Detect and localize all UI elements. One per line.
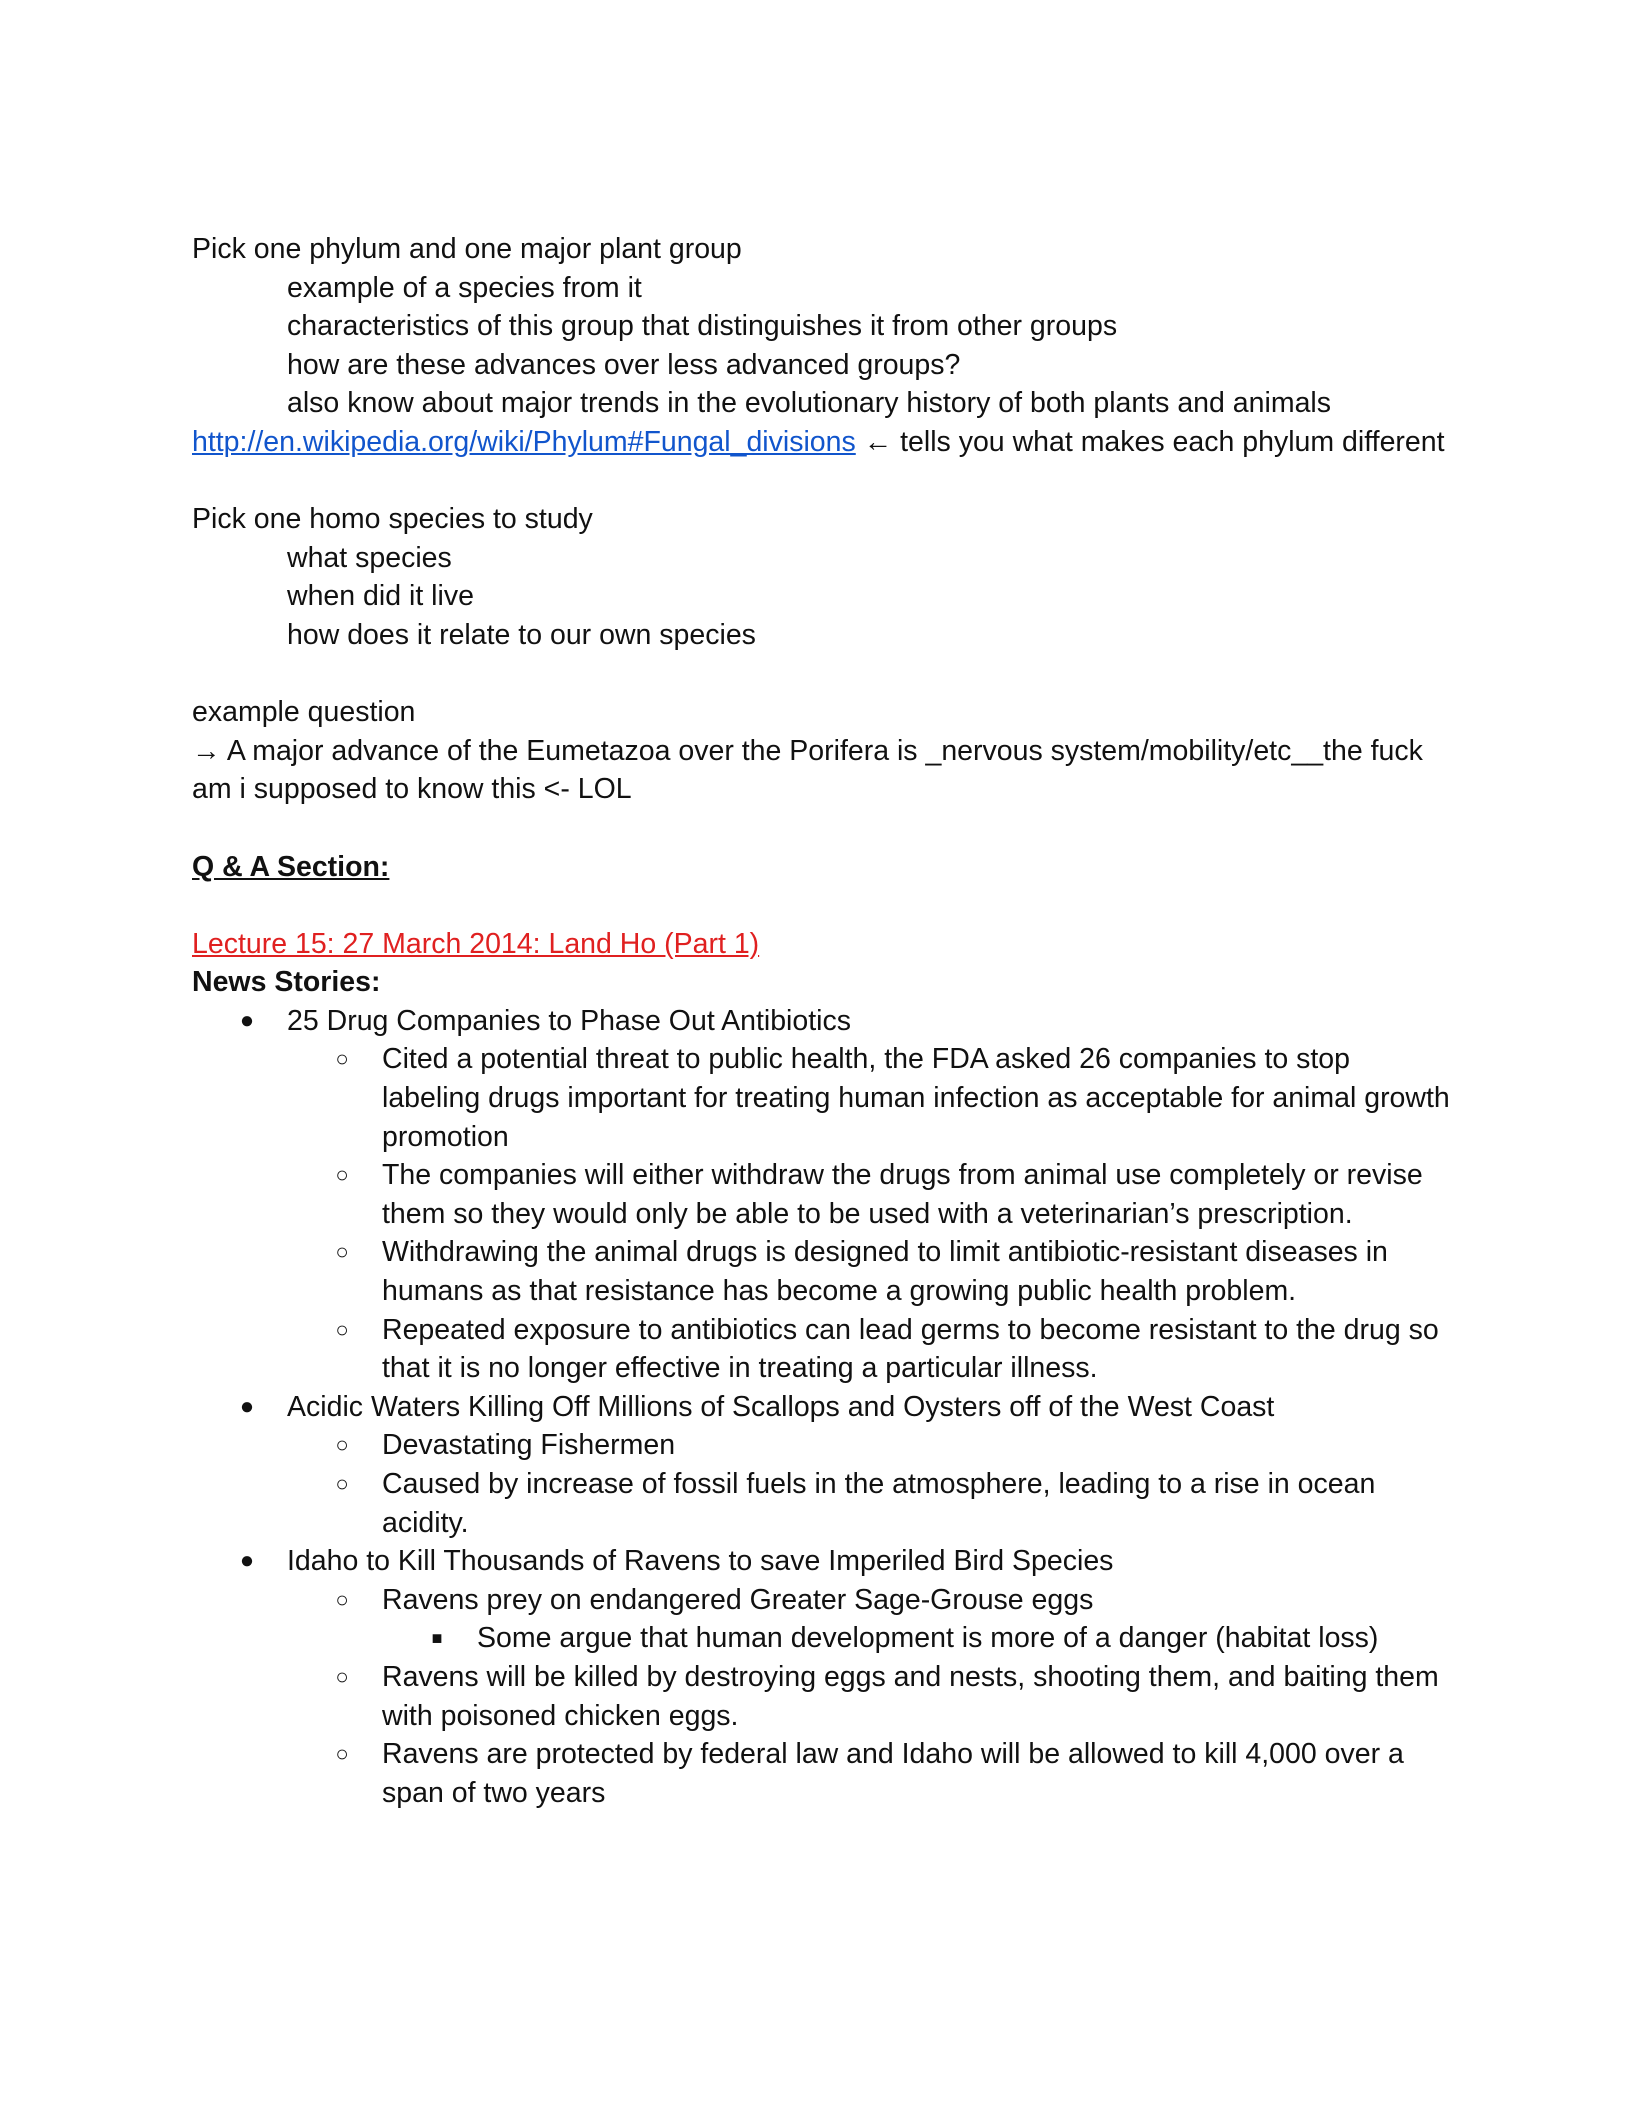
story-point (287, 1156, 1452, 1233)
circle-marker: ○ (335, 1046, 349, 1072)
story-point (287, 1233, 1452, 1310)
circle-marker: ○ (335, 1741, 349, 1767)
phylum-item: also know about major trends in the evolutionary history of both plants and animals (287, 387, 1332, 420)
story-point-text: The companies will either withdraw the drugs from animal use completely or revise them so they would only be able to be used with a veterinarian’s prescription. (382, 1159, 1423, 1230)
spacer (192, 462, 1452, 501)
bullet-marker: ● (239, 1547, 255, 1575)
circle-marker: ○ (335, 1316, 349, 1342)
story-points (287, 1581, 1452, 1813)
story-points (287, 1426, 1452, 1542)
story-points (287, 1040, 1452, 1387)
bullet-marker: ● (239, 1392, 255, 1420)
story-subpoint (382, 1619, 1452, 1658)
phylum-item: how are these advances over less advanced groups? (287, 348, 961, 381)
homo-item: what species (287, 541, 452, 574)
story-point-text: Devastating Fishermen (382, 1429, 676, 1462)
phylum-link-line (192, 423, 1452, 462)
news-story (192, 1388, 1452, 1542)
story-point-text: Ravens are protected by federal law and Idaho will be allowed to kill 4,000 over a span of two years (382, 1738, 1404, 1809)
story-title: Acidic Waters Killing Off Millions of Scallops and Oysters off of the West Coast (287, 1390, 1275, 1423)
story-point-text: Ravens prey on endangered Greater Sage-Grouse eggs (382, 1583, 1094, 1616)
circle-marker: ○ (335, 1586, 349, 1612)
circle-marker: ○ (335, 1432, 349, 1458)
story-subpoint-text: Some argue that human development is more of a danger (habitat loss) (477, 1622, 1379, 1655)
square-marker: ■ (431, 1628, 443, 1649)
story-point (287, 1465, 1452, 1542)
story-point (287, 1040, 1452, 1156)
wikipedia-phylum-link[interactable]: http://en.wikipedia.org/wiki/Phylum#Fungal_divisions (192, 425, 856, 458)
homo-heading: Pick one homo species to study (192, 503, 593, 536)
story-point (287, 1581, 1452, 1658)
story-point-text: Cited a potential threat to public health, the FDA asked 26 companies to stop labeling drugs important for treating human infection as acceptable for animal growth promotion (382, 1043, 1450, 1153)
phylum-item: example of a species from it (287, 271, 642, 304)
story-point (287, 1658, 1452, 1735)
link-note: ← tells you what makes each phylum different (855, 425, 1445, 458)
example-question: → A major advance of the Eumetazoa over the Porifera is _nervous system/mobility/etc__the fuck am i supposed to know this <- LOL (192, 734, 1423, 806)
story-point-text: Repeated exposure to antibiotics can lead germs to become resistant to the drug so that it is no longer effective in treating a particular illness. (382, 1313, 1439, 1385)
story-point (287, 1311, 1452, 1388)
example-heading: example question (192, 696, 416, 729)
circle-marker: ○ (335, 1239, 349, 1265)
homo-item: how does it relate to our own species (287, 618, 756, 651)
document-page (192, 230, 1452, 1812)
news-story (192, 1542, 1452, 1812)
story-point-text: Ravens will be killed by destroying eggs and nests, shooting them, and baiting them with poisoned chicken eggs. (382, 1660, 1439, 1732)
bullet-marker: ● (239, 1006, 255, 1034)
lecture-title: Lecture 15: 27 March 2014: Land Ho (Part 1) (192, 927, 760, 960)
news-heading: News Stories: (192, 966, 381, 999)
phylum-heading: Pick one phylum and one major plant group (192, 233, 742, 265)
story-point-text: Caused by increase of fossil fuels in the atmosphere, leading to a rise in ocean acidity. (382, 1468, 1376, 1539)
spacer (192, 809, 1452, 848)
story-title: 25 Drug Companies to Phase Out Antibiotics (287, 1004, 851, 1037)
spacer (192, 655, 1452, 694)
circle-marker: ○ (335, 1663, 349, 1689)
qa-heading: Q & A Section: (192, 850, 390, 883)
spacer (192, 886, 1452, 925)
news-story (192, 1002, 1452, 1388)
story-subpoints (382, 1619, 1452, 1658)
news-list (192, 1002, 1452, 1812)
circle-marker: ○ (335, 1471, 349, 1496)
story-title: Idaho to Kill Thousands of Ravens to save Imperiled Bird Species (287, 1545, 1114, 1578)
homo-item: when did it live (287, 580, 474, 613)
circle-marker: ○ (335, 1162, 349, 1188)
story-point-text: Withdrawing the animal drugs is designed to limit antibiotic-resistant diseases in humans as that resistance has become a growing public health problem. (382, 1236, 1388, 1308)
story-point (287, 1735, 1452, 1812)
story-point (287, 1426, 1452, 1465)
phylum-item: characteristics of this group that distinguishes it from other groups (287, 310, 1118, 343)
